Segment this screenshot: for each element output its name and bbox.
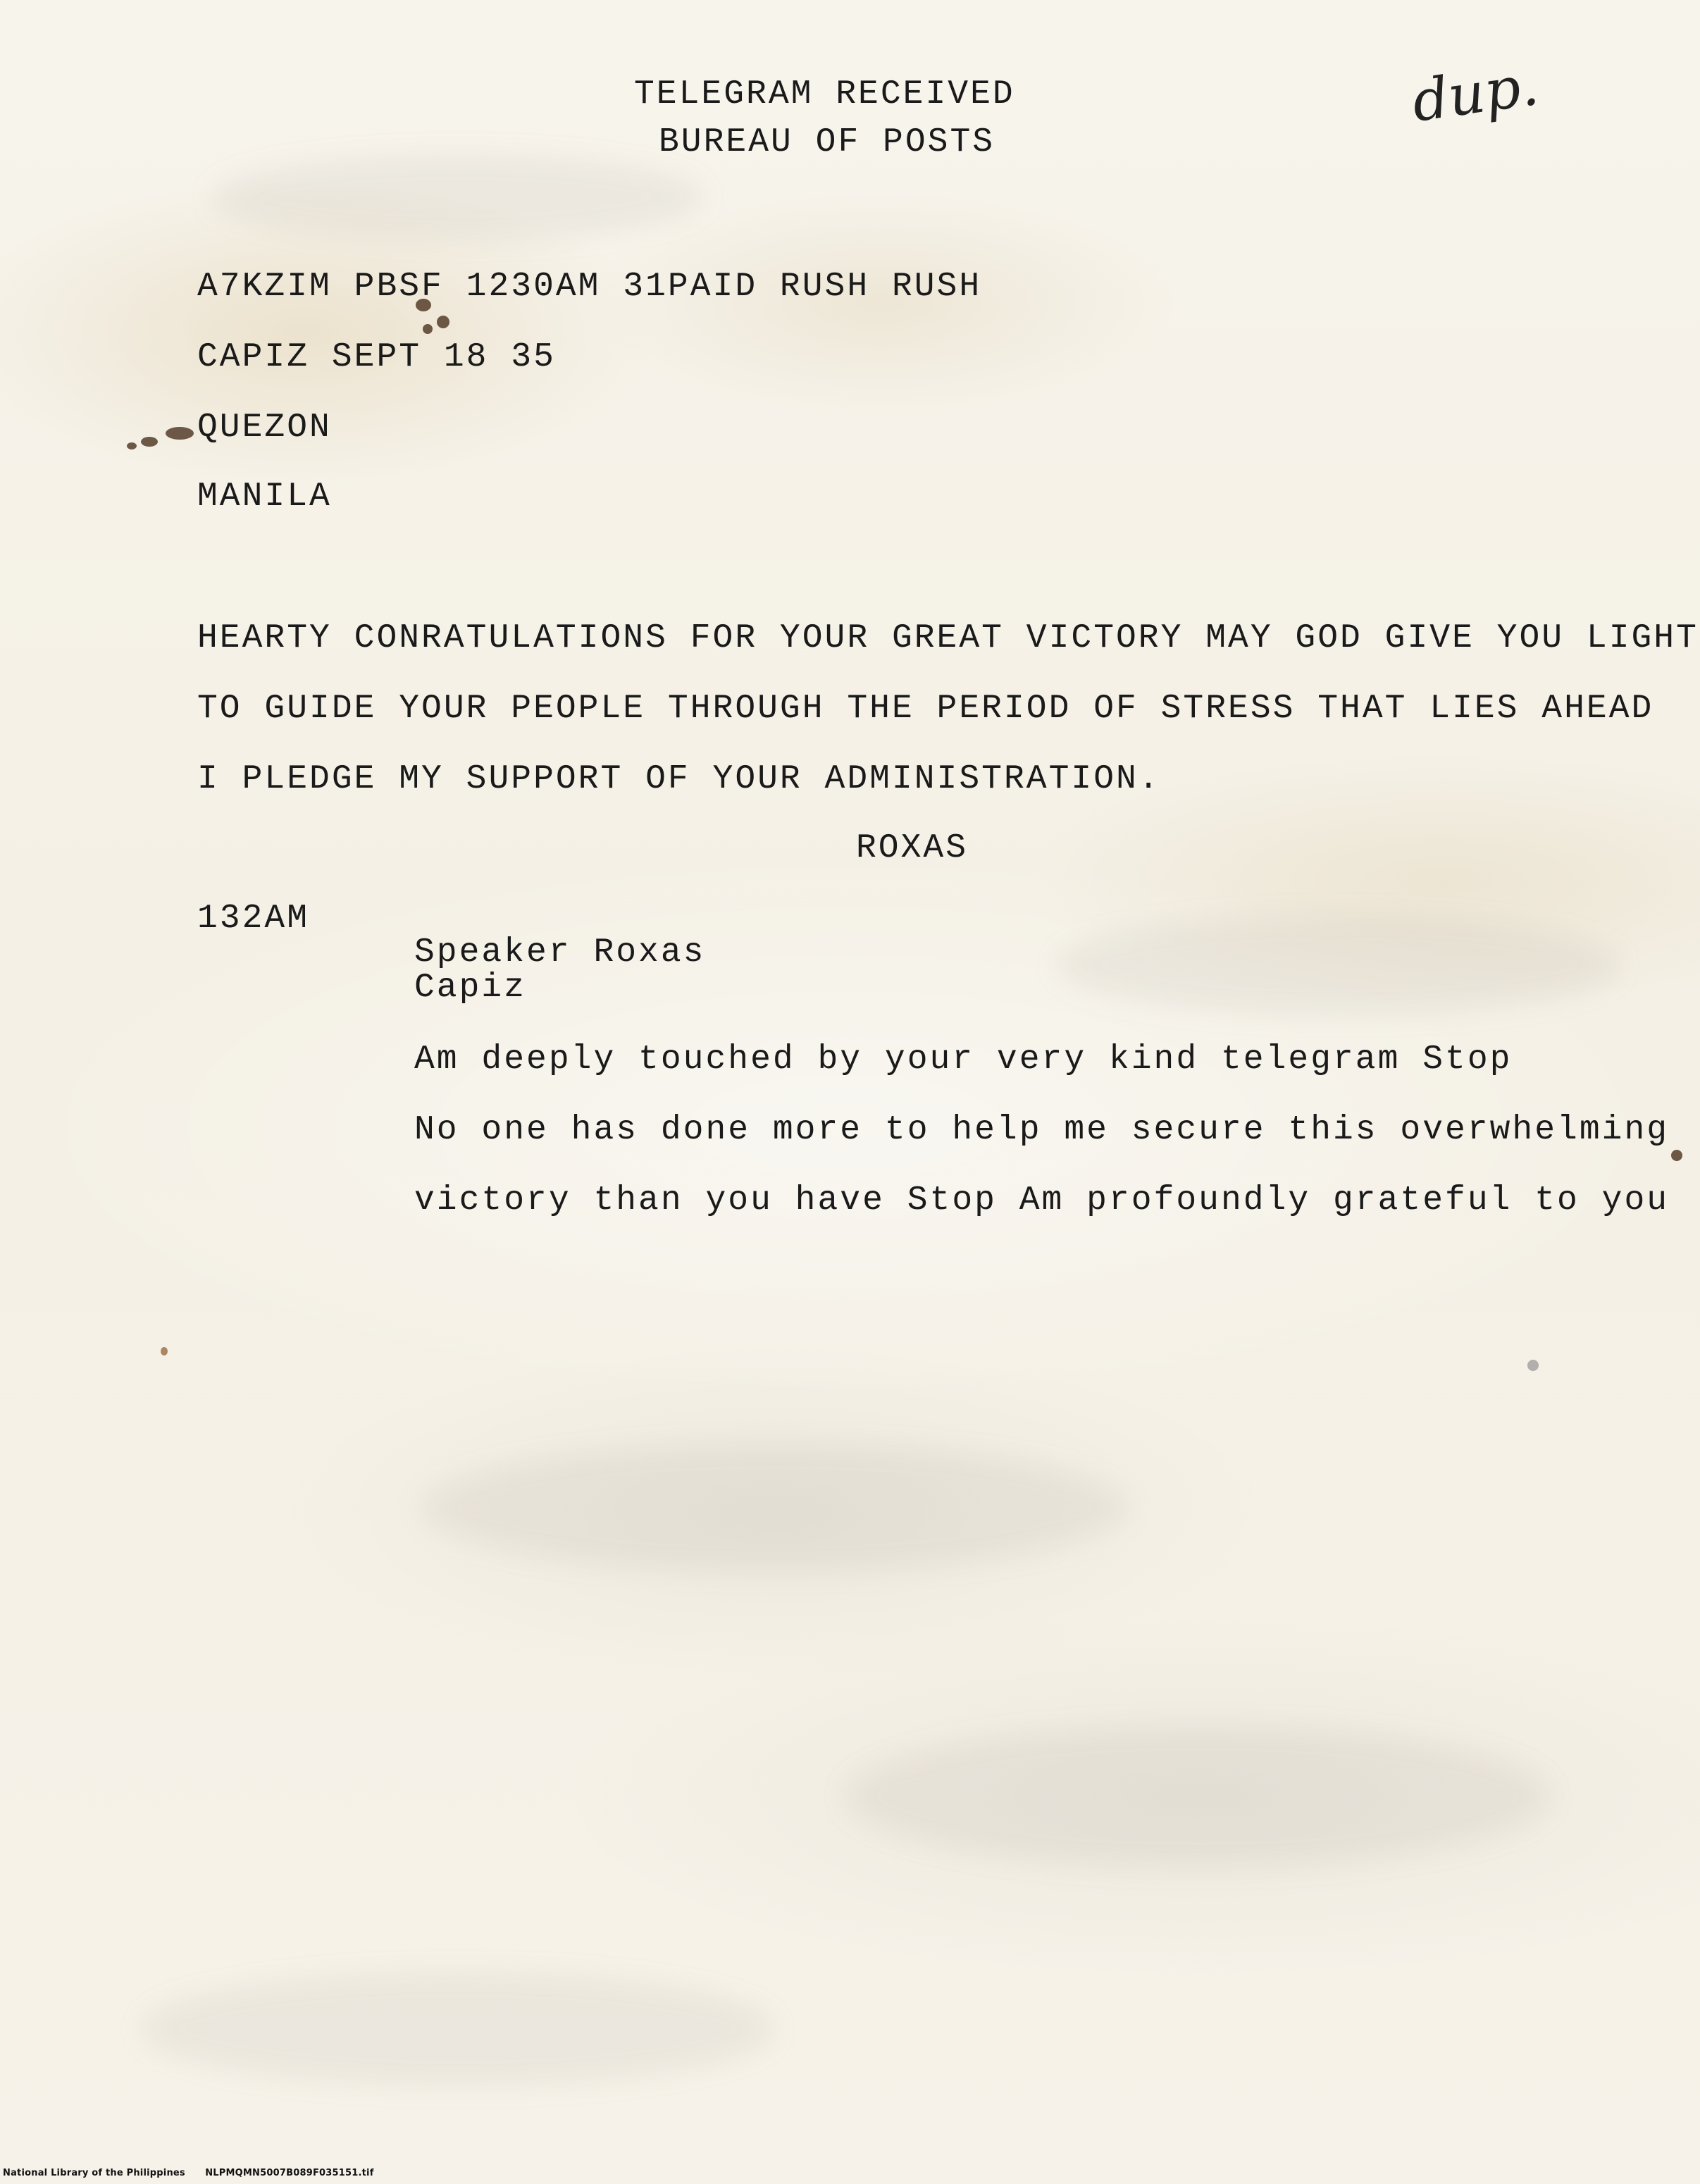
ink-stain — [437, 316, 449, 328]
reply-recipient: Speaker Roxas — [414, 933, 706, 972]
library-name: National Library of the Philippines — [3, 2168, 185, 2178]
ink-stain — [161, 1347, 168, 1355]
reply-line: No one has done more to help me secure this overwhelming — [414, 1111, 1670, 1149]
message-line: HEARTY CONRATULATIONS FOR YOUR GREAT VICTORY MAY GOD GIVE YOU LIGHT — [197, 619, 1699, 657]
ink-stain — [423, 324, 433, 334]
paper-wrinkle — [1057, 916, 1620, 1015]
routing-code-line: A7KZIM PBSF 1230AM 31PAID RUSH RUSH — [197, 268, 982, 306]
received-time: 132AM — [197, 900, 310, 938]
telegram-subtitle: BUREAU OF POSTS — [659, 123, 995, 161]
paper-wrinkle — [141, 1973, 775, 2085]
message-line: TO GUIDE YOUR PEOPLE THROUGH THE PERIOD OF STRESS THAT LIES AHEAD — [197, 690, 1654, 728]
reply-location: Capiz — [414, 969, 527, 1007]
ink-stain — [141, 437, 158, 447]
destination: MANILA — [197, 478, 332, 516]
ink-stain — [127, 442, 137, 449]
signature: ROXAS — [856, 829, 969, 867]
reply-line: victory than you have Stop Am profoundly grateful to you — [414, 1181, 1670, 1220]
paper-wrinkle — [845, 1726, 1550, 1867]
ink-stain — [1671, 1150, 1682, 1161]
ink-stain — [1527, 1360, 1539, 1371]
ink-stain — [166, 427, 194, 440]
paper-wrinkle — [423, 1444, 1127, 1571]
reply-line: Am deeply touched by your very kind telegram Stop — [414, 1041, 1513, 1079]
handwritten-dup-text: dup. — [1408, 51, 1543, 135]
telegram-title: TELEGRAM RECEIVED — [634, 75, 1015, 113]
file-id: NLPMQMN5007B089F035151.tif — [205, 2168, 374, 2178]
archive-footer — [3, 2168, 374, 2178]
addressee: QUEZON — [197, 409, 332, 447]
paper-wrinkle — [211, 155, 705, 240]
message-line: I PLEDGE MY SUPPORT OF YOUR ADMINISTRATION. — [197, 760, 1161, 798]
origin-line: CAPIZ SEPT 18 35 — [197, 338, 556, 376]
handwritten-annotation — [1408, 49, 1543, 183]
